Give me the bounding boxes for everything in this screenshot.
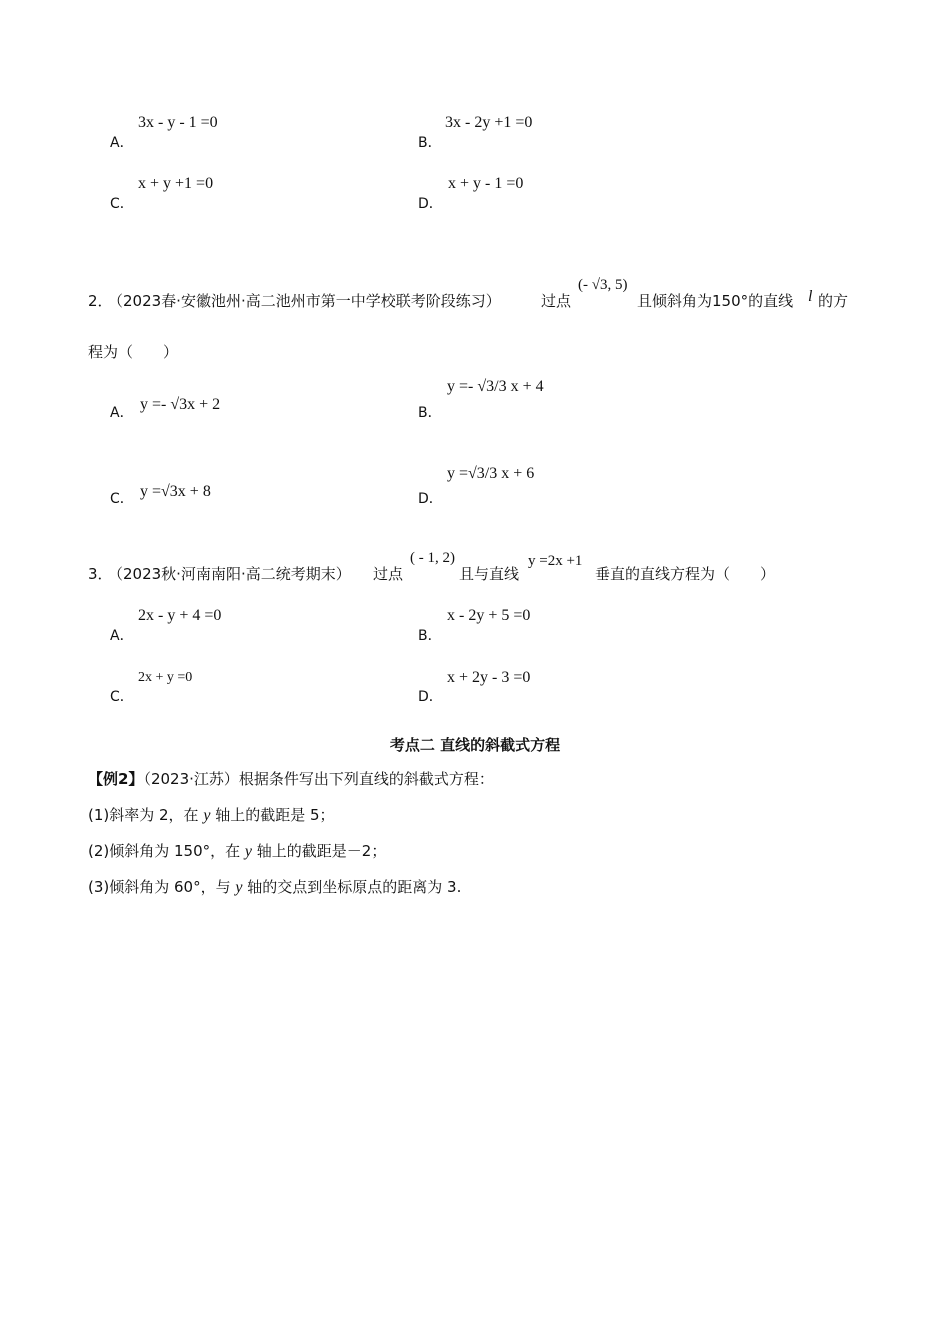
section-title: 考点二 直线的斜截式方程 xyxy=(389,736,561,754)
option-letter: A． xyxy=(110,405,134,421)
option-letter: C． xyxy=(110,196,134,212)
option-letter: C． xyxy=(110,689,134,705)
option-formula: 2x + y =0 xyxy=(138,670,193,685)
item-variable: y xyxy=(235,879,243,896)
question-source: （2023秋·河南南阳·高二统考期末） xyxy=(108,565,351,583)
option-letter: B． xyxy=(418,135,442,151)
option-formula: x - 2y + 5 =0 xyxy=(447,607,531,624)
option-formula: 2x - y + 4 =0 xyxy=(138,607,222,624)
option-formula: x + y +1 =0 xyxy=(138,175,214,192)
example-header xyxy=(88,768,494,789)
example-intro: 根据条件写出下列直线的斜截式方程： xyxy=(238,770,494,788)
option-letter: B． xyxy=(418,405,442,421)
point-formula: (- √3, 5) xyxy=(578,277,628,293)
line-variable: l xyxy=(808,288,813,305)
question-number: 3． xyxy=(88,565,113,583)
item-text: (1)斜率为 2，在 xyxy=(88,806,204,824)
option-formula: y =√3/3 x + 6 xyxy=(447,465,535,482)
example-label: 【例2】 xyxy=(88,770,144,788)
line-formula: y =2x +1 xyxy=(528,553,583,569)
question-text: 且倾斜角为150°的直线 xyxy=(637,292,794,310)
item-text: (2)倾斜角为 150°，在 xyxy=(88,842,245,860)
question-text: 程为（ ） xyxy=(88,343,179,361)
option-letter: D． xyxy=(418,196,443,212)
item-text: (3)倾斜角为 60°，与 xyxy=(88,878,236,896)
option-letter: D． xyxy=(418,491,443,507)
question-text: 过点 xyxy=(373,565,404,583)
item-text: 轴的交点到坐标原点的距离为 3. xyxy=(242,878,462,896)
option-formula: y =√3x + 8 xyxy=(140,483,211,500)
option-formula: x + 2y - 3 =0 xyxy=(447,669,531,686)
question-text: 过点 xyxy=(541,292,572,310)
question-number: 2． xyxy=(88,292,113,310)
option-letter: B． xyxy=(418,628,442,644)
example-source: （2023·江苏） xyxy=(143,770,239,788)
option-letter: C． xyxy=(110,491,134,507)
item-text: 轴上的截距是－2； xyxy=(252,842,387,860)
example-item xyxy=(88,876,461,897)
item-variable: y xyxy=(203,807,211,824)
question-text: 的方 xyxy=(818,292,849,310)
option-letter: D． xyxy=(418,689,443,705)
option-letter: A． xyxy=(110,135,134,151)
item-text: 轴上的截距是 5； xyxy=(210,806,335,824)
option-formula: y =- √3x + 2 xyxy=(140,396,221,413)
example-item xyxy=(88,804,335,825)
option-formula: 3x - 2y +1 =0 xyxy=(445,114,533,131)
question-source: （2023春·安徽池州·高二池州市第一中学校联考阶段练习） xyxy=(108,292,501,310)
option-formula: 3x - y - 1 =0 xyxy=(138,114,218,131)
option-letter: A． xyxy=(110,628,134,644)
point-formula: ( - 1, 2) xyxy=(410,550,455,566)
question-text: 且与直线 xyxy=(459,565,520,583)
question-text: 垂直的直线方程为（ ） xyxy=(595,565,776,583)
option-formula: y =- √3/3 x + 4 xyxy=(447,378,544,395)
example-item xyxy=(88,840,386,861)
item-variable: y xyxy=(244,843,253,860)
option-formula: x + y - 1 =0 xyxy=(448,175,524,192)
